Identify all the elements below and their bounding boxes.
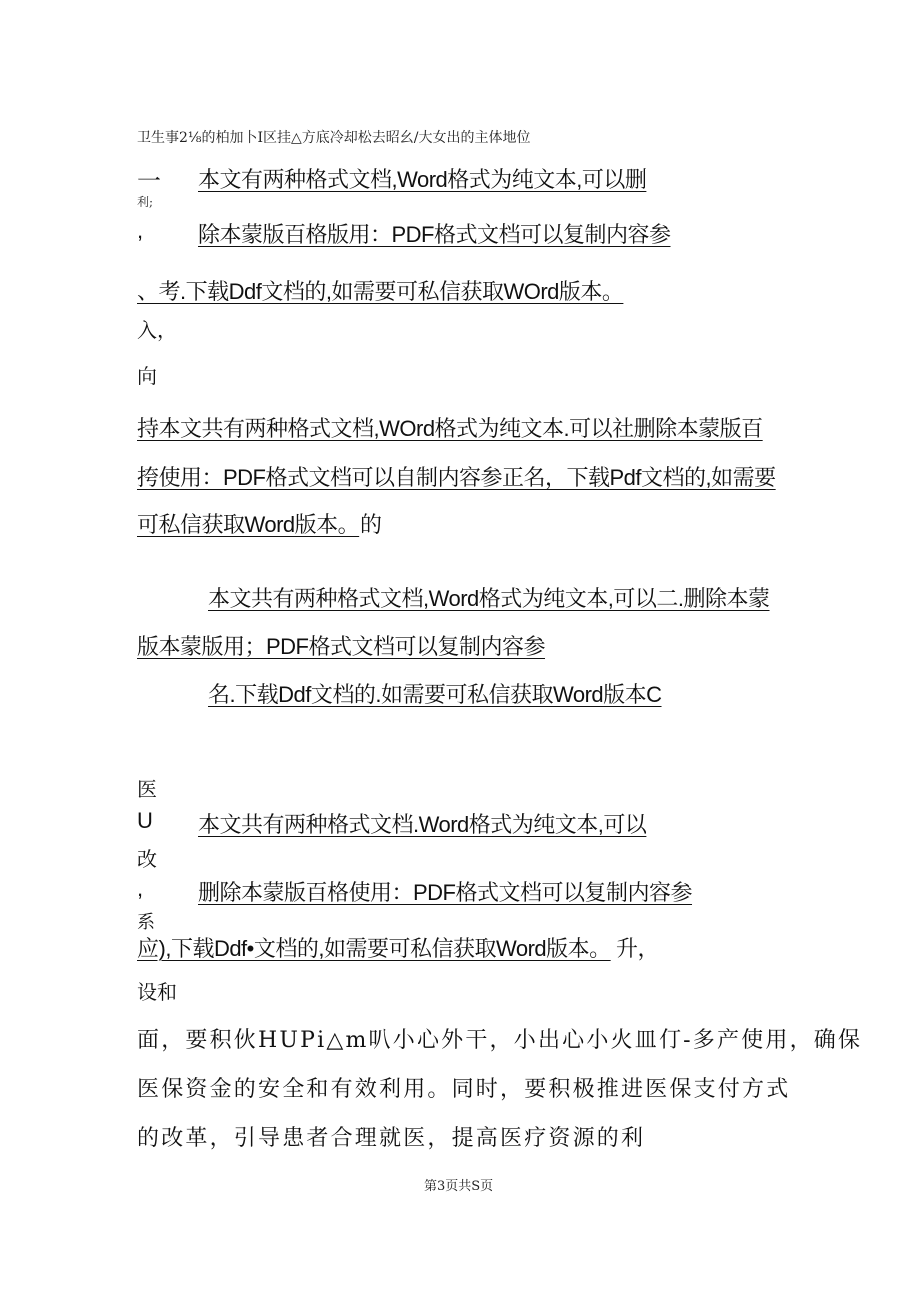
- block4-line2: 删除本蒙版百格使用：PDF格式文档可以复制内容参: [198, 880, 693, 905]
- char-ru: 入，: [137, 318, 177, 342]
- block3-line1: 本文共有两种格式文档,Word格式为纯文本,可以二.删除本蒙: [208, 586, 770, 611]
- char-xiang: 向: [137, 364, 157, 388]
- block4-marker-u: U: [137, 808, 153, 833]
- block2-line2: 挎使用：PDF格式文档可以自制内容参正名，下载Pdf文档的,如需要: [137, 465, 776, 490]
- block3-line3: 名.下载Ddf文档的.如需要可私信获取Word版本C: [208, 682, 662, 707]
- char-yi: 医: [137, 777, 157, 801]
- char-xi: 系: [137, 912, 155, 933]
- paragraph-line2: 医保资金的安全和有效利用。同时，要积极推进医保支付方式: [137, 1077, 791, 1102]
- paragraph-line1: 面，要积伙HUPi△m叭小心外干，小出心小火皿仃-多产使用，确保: [137, 1028, 863, 1053]
- block4-line3: 应),下载Ddf•文档的,如需要可私信获取Word版本。: [137, 936, 611, 961]
- dash-marker: 一: [137, 168, 161, 195]
- block1-line2: 除本蒙版百格版用：PDF格式文档可以复制内容参: [198, 222, 671, 247]
- block2-line3: 可私信获取Word版本。: [137, 512, 360, 537]
- block4-line1: 本文共有两种格式文档.Word格式为纯文本,可以: [198, 812, 647, 837]
- paragraph-line3: 的改革，引导患者合理就医，提高医疗资源的利: [137, 1126, 646, 1151]
- page-footer: 第3页共S页: [424, 1179, 494, 1194]
- block1-line3: 、考.下载Ddf文档的,如需要可私信获取WOrd版本。: [137, 279, 624, 304]
- block3-line2: 版本蒙版用；PDF格式文档可以复制内容参: [137, 634, 546, 659]
- block1-comma: ,: [137, 218, 143, 243]
- block1-line1: 本文有两种格式文档,Word格式为纯文本,可以删: [198, 167, 647, 192]
- char-gai: 改: [137, 847, 157, 871]
- block4-line3-tail: 升，: [616, 936, 660, 961]
- block2-line3-tail: 的: [360, 512, 382, 537]
- running-header: 卫生事2⅛的柏加卜I区挂△方底冷却松去昭幺/大女出的主体地位: [137, 130, 531, 146]
- block1-note: 利;: [137, 195, 154, 209]
- char-shehe: 设和: [137, 980, 177, 1004]
- block2-line1: 持本文共有两种格式文档,WOrd格式为纯文本.可以社删除本蒙版百: [137, 416, 763, 441]
- block4-comma: ,: [137, 876, 143, 901]
